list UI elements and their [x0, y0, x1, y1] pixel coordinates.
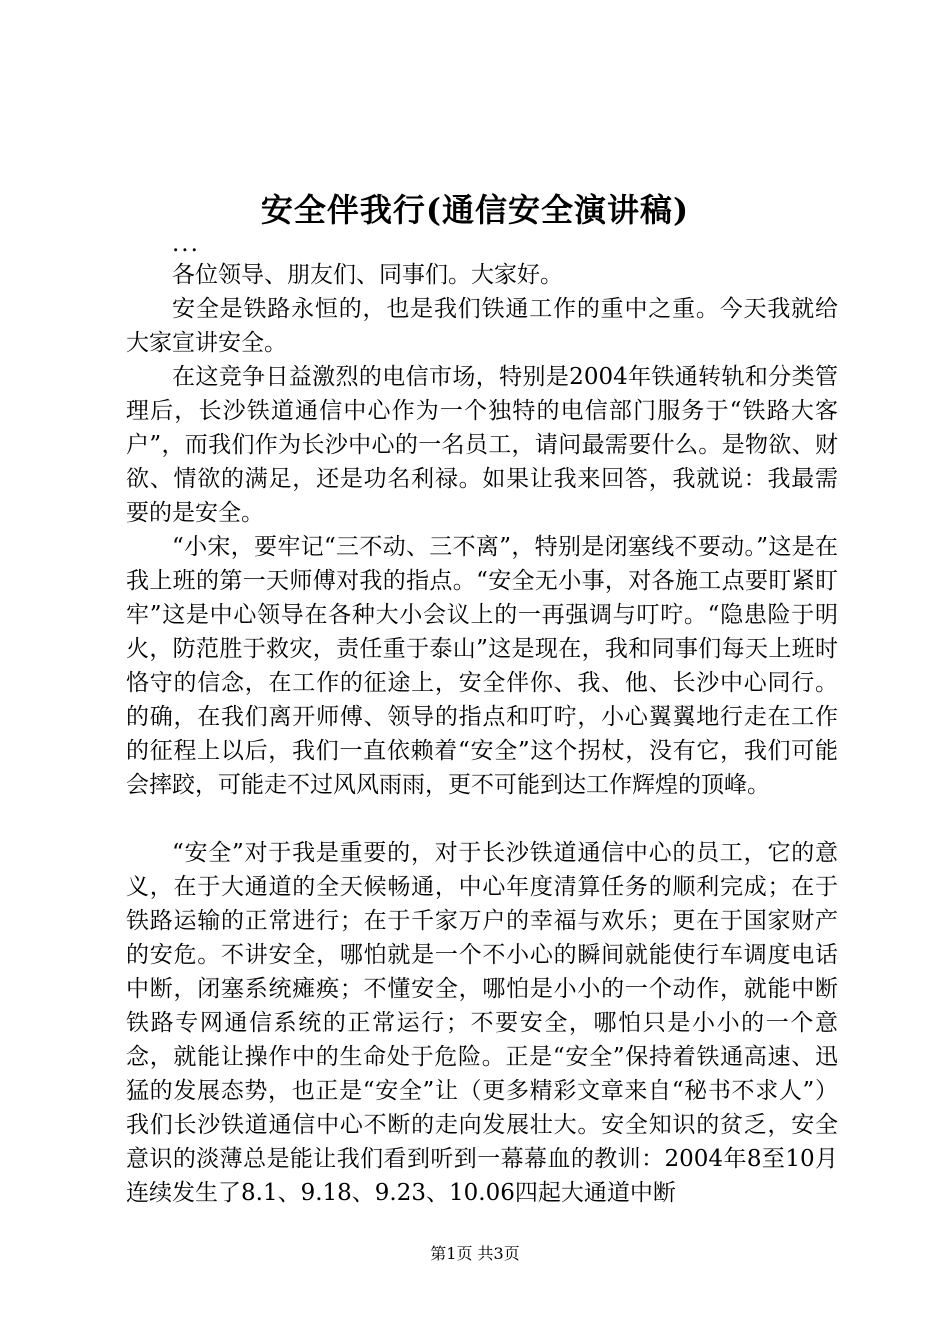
- ellipsis-line: ...: [172, 231, 200, 257]
- paragraph-greeting: 各位领导、朋友们、同事们。大家好。: [172, 262, 563, 288]
- paragraph-intro: 安全是铁路永恒的，也是我们铁通工作的重中之重。今天我就给大家宣讲安全。: [126, 296, 838, 356]
- paragraph-mentor: “小宋，要牢记“三不动、三不离”，特别是闭塞线不要动。”这是在我上班的第一天师傅对我的指点。“安全无小事，对各施工点要盯紧盯牢”这是中心领导在各种大小会议上的一再强调与叮咛。“隐患险于明火，防范胜于救灾，责任重于泰山”这是现在，我和同事们每天上班时恪守的信念，在工作的征途上，安全伴你、我、他、长沙中心同行。的确，在我们离开师傅、领导的指点和叮咛，小心翼翼地行走在工作的征程上以后，我们一直依赖着“安全”这个拐杖，没有它，我们可能会摔跤，可能走不过风风雨雨，更不可能到达工作辉煌的顶峰。: [126, 534, 838, 798]
- page-title: 安全伴我行(通信安全演讲稿): [260, 191, 690, 229]
- paragraph-importance: “安全”对于我是重要的，对于长沙铁道通信中心的员工，它的意义，在于大通道的全天候畅通，中心年度清算任务的顺利完成；在于铁路运输的正常进行；在于千家万户的幸福与欢乐；更在于国家财产的安危。不讲安全，哪怕就是一个不小心的瞬间就能使行车调度电话中断，闭塞系统瘫痪；不懂安全，哪怕是小小的一个动作，就能中断铁路专网通信系统的正常运行；不要安全，哪怕只是小小的一个意念，就能让操作中的生命处于危险。正是“安全”保持着铁通高速、迅猛的发展态势，也正是“安全”让（更多精彩文章来自“秘书不求人”）我们长沙铁道通信中心不断的走向发展壮大。安全知识的贫乏，安全意识的淡薄总是能让我们看到听到一幕幕血的教训：2004年8至10月连续发生了8.1、9.18、9.23、10.06四起大通道中断: [126, 840, 838, 1206]
- page-footer: 第1页 共3页: [430, 1244, 520, 1263]
- paragraph-market: 在这竞争日益激烈的电信市场，特别是2004年铁通转轨和分类管理后，长沙铁道通信中心作为一个独特的电信部门服务于“铁路大客户”，而我们作为长沙中心的一名员工，请问最需要什么。是物欲、财欲、情欲的满足，还是功名利禄。如果让我来回答，我就说：我最需要的是安全。: [126, 364, 838, 526]
- document-body: [126, 230, 838, 1210]
